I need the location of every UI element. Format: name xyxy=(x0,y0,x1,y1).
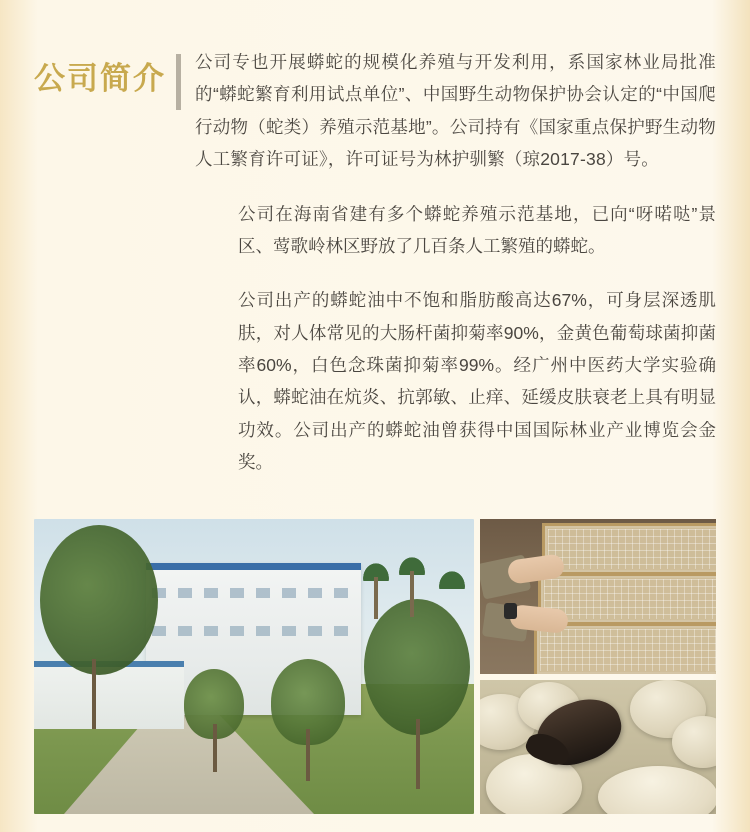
right-photo-column xyxy=(480,519,716,814)
tray-top-mesh xyxy=(548,529,716,569)
title-divider xyxy=(176,54,181,110)
breeding-trays-photo xyxy=(480,519,716,674)
photo-gallery xyxy=(34,519,716,814)
tree-right xyxy=(364,599,470,735)
tray-middle-mesh xyxy=(544,579,716,619)
python-eggs-photo xyxy=(480,680,716,814)
palm-trunk-2 xyxy=(410,571,414,617)
palm-tree-3 xyxy=(432,563,472,589)
tree-left xyxy=(40,525,158,675)
intro-paragraph-2: 公司在海南省建有多个蟒蛇养殖示范基地，已向“呀喏哒”景区、莺歌岭林区野放了几百条人工繁殖的蟒蛇。 xyxy=(238,203,716,256)
intro-paragraph-3: 公司出产的蟒蛇油中不饱和脂肪酸高达67%，可身层深透肌肤，对人体常见的大肠杆菌抑菊率90%，金黄色葡萄球菌抑菌率60%，白色念珠菌抑菊率99%。经广州中医药大学实验确认，蟒蛇油在炕炎、抗郭敏、止痒、延缓皮肤衰老上具有明显功效。公司出产的蟒蛇油曾获得中国国际林业产业博览会金奖。 xyxy=(238,290,716,473)
company-building-photo xyxy=(34,519,474,814)
intro-paragraph-3-wrap xyxy=(0,284,750,478)
page-title: 公司简介 xyxy=(34,61,166,96)
tray-bottom-mesh xyxy=(540,629,716,671)
tree-right-trunk xyxy=(416,719,420,789)
section-header xyxy=(0,0,750,176)
tray-top xyxy=(542,523,716,575)
intro-paragraph-2-wrap xyxy=(0,176,750,263)
tree-right-mid-trunk xyxy=(306,729,310,781)
palm-trunk-1 xyxy=(374,577,378,619)
tree-left-trunk xyxy=(92,659,96,729)
intro-paragraph-1: 公司专也开展蟒蛇的规模化养殖与开发利用，系国家林业局批准的“蟒蛇繁育利用试点单位”、中国野生动物保护协会认定的“中国爬行动物（蛇类）养殖示范基地”。公司持有《国家重点保护野生动物人工繁育许可证》，许可证号为林护驯繁（琼2017-38）号。 xyxy=(195,52,716,170)
tree-mid-trunk xyxy=(213,724,217,772)
wristwatch xyxy=(504,603,517,619)
